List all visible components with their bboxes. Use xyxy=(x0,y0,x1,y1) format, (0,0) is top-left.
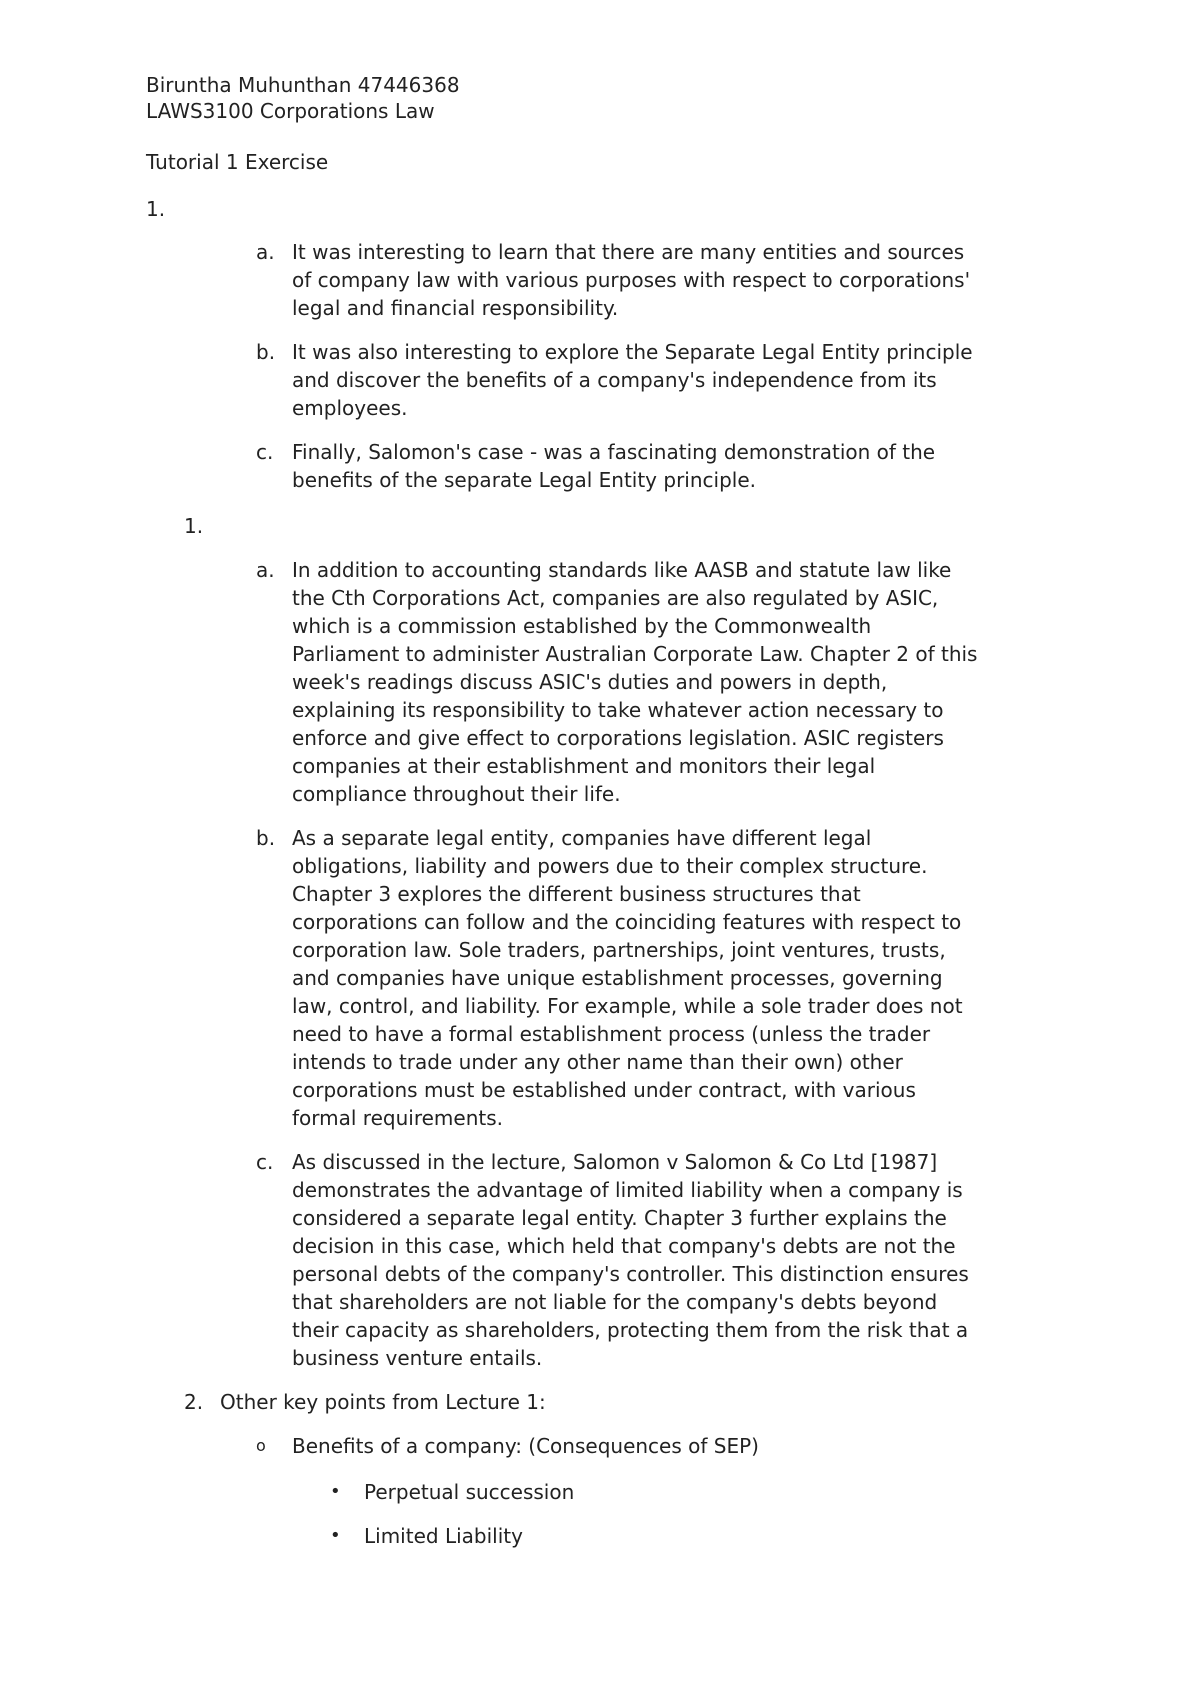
text-line: employees. xyxy=(292,396,408,420)
text-line: the Cth Corporations Act, companies are also regulated by ASIC, xyxy=(292,586,939,610)
list-item-text xyxy=(292,238,1092,322)
text-line: companies at their establishment and monitors their legal xyxy=(292,754,876,778)
text-line: business venture entails. xyxy=(292,1346,543,1370)
list-item-text xyxy=(292,338,1092,422)
text-line: Chapter 3 explores the different business structures that xyxy=(292,882,861,906)
text-line: Finally, Salomon's case - was a fascinating demonstration of the xyxy=(292,440,936,464)
text-line: considered a separate legal entity. Chapter 3 further explains the xyxy=(292,1206,947,1230)
list-item-text xyxy=(292,556,1092,808)
section-2-number: 1. xyxy=(184,514,204,538)
text-line: of company law with various purposes with respect to corporations' xyxy=(292,268,971,292)
list-marker: b. xyxy=(256,826,276,850)
text-line: obligations, liability and powers due to their complex structure. xyxy=(292,854,928,878)
text-line: enforce and give effect to corporations legislation. ASIC registers xyxy=(292,726,944,750)
list-item-text: Other key points from Lecture 1: xyxy=(220,1390,546,1414)
text-line: that shareholders are not liable for the company's debts beyond xyxy=(292,1290,938,1314)
text-line: It was also interesting to explore the Separate Legal Entity principle xyxy=(292,340,973,364)
text-line: demonstrates the advantage of limited liability when a company is xyxy=(292,1178,963,1202)
list-item xyxy=(256,438,1086,494)
text-line: which is a commission established by the Commonwealth xyxy=(292,614,872,638)
bullet-icon: • xyxy=(330,1525,341,1546)
list-item xyxy=(256,238,1086,322)
list-item xyxy=(184,1388,1014,1416)
text-line: It was interesting to learn that there are many entities and sources xyxy=(292,240,965,264)
list-marker: c. xyxy=(256,440,274,464)
list-item xyxy=(256,556,1086,808)
text-line: intends to trade under any other name than their own) other xyxy=(292,1050,903,1074)
text-line: compliance throughout their life. xyxy=(292,782,621,806)
list-marker: b. xyxy=(256,340,276,364)
list-marker: c. xyxy=(256,1150,274,1174)
text-line: legal and financial responsibility. xyxy=(292,296,619,320)
text-line: law, control, and liability. For example, while a sole trader does not xyxy=(292,994,963,1018)
text-line: As a separate legal entity, companies have different legal xyxy=(292,826,872,850)
bullet-icon: • xyxy=(330,1481,341,1502)
list-marker: a. xyxy=(256,240,275,264)
list-item-text: Limited Liability xyxy=(364,1524,523,1548)
list-item xyxy=(256,1148,1086,1372)
text-line: formal requirements. xyxy=(292,1106,503,1130)
author-line: Biruntha Muhunthan 47446368 xyxy=(146,73,460,97)
text-line: As discussed in the lecture, Salomon v Salomon & Co Ltd [1987] xyxy=(292,1150,938,1174)
hollow-bullet-icon: o xyxy=(256,1436,266,1455)
text-line: corporations can follow and the coinciding features with respect to xyxy=(292,910,962,934)
list-marker: a. xyxy=(256,558,275,582)
text-line: and discover the benefits of a company's independence from its xyxy=(292,368,937,392)
list-item xyxy=(330,1522,1160,1550)
list-item xyxy=(330,1478,1160,1506)
course-line: LAWS3100 Corporations Law xyxy=(146,99,435,123)
text-line: corporation law. Sole traders, partnerships, joint ventures, trusts, xyxy=(292,938,946,962)
text-line: need to have a formal establishment process (unless the trader xyxy=(292,1022,931,1046)
list-item-text xyxy=(292,824,1092,1132)
text-line: their capacity as shareholders, protecting them from the risk that a xyxy=(292,1318,969,1342)
text-line: corporations must be established under contract, with various xyxy=(292,1078,916,1102)
list-item-text: Benefits of a company: (Consequences of SEP) xyxy=(292,1434,759,1458)
text-line: and companies have unique establishment processes, governing xyxy=(292,966,943,990)
list-item xyxy=(256,338,1086,422)
document-title: Tutorial 1 Exercise xyxy=(146,150,329,174)
text-line: Parliament to administer Australian Corporate Law. Chapter 2 of this xyxy=(292,642,978,666)
list-item xyxy=(256,824,1086,1132)
list-item-text xyxy=(292,438,1092,494)
list-marker: 2. xyxy=(184,1390,204,1414)
text-line: In addition to accounting standards like AASB and statute law like xyxy=(292,558,952,582)
text-line: benefits of the separate Legal Entity principle. xyxy=(292,468,756,492)
list-item-text xyxy=(292,1148,1092,1372)
list-item xyxy=(256,1432,1086,1460)
list-item-text: Perpetual succession xyxy=(364,1480,575,1504)
section-1-number: 1. xyxy=(146,197,166,221)
text-line: explaining its responsibility to take whatever action necessary to xyxy=(292,698,944,722)
text-line: week's readings discuss ASIC's duties and powers in depth, xyxy=(292,670,888,694)
text-line: personal debts of the company's controller. This distinction ensures xyxy=(292,1262,969,1286)
text-line: decision in this case, which held that company's debts are not the xyxy=(292,1234,956,1258)
